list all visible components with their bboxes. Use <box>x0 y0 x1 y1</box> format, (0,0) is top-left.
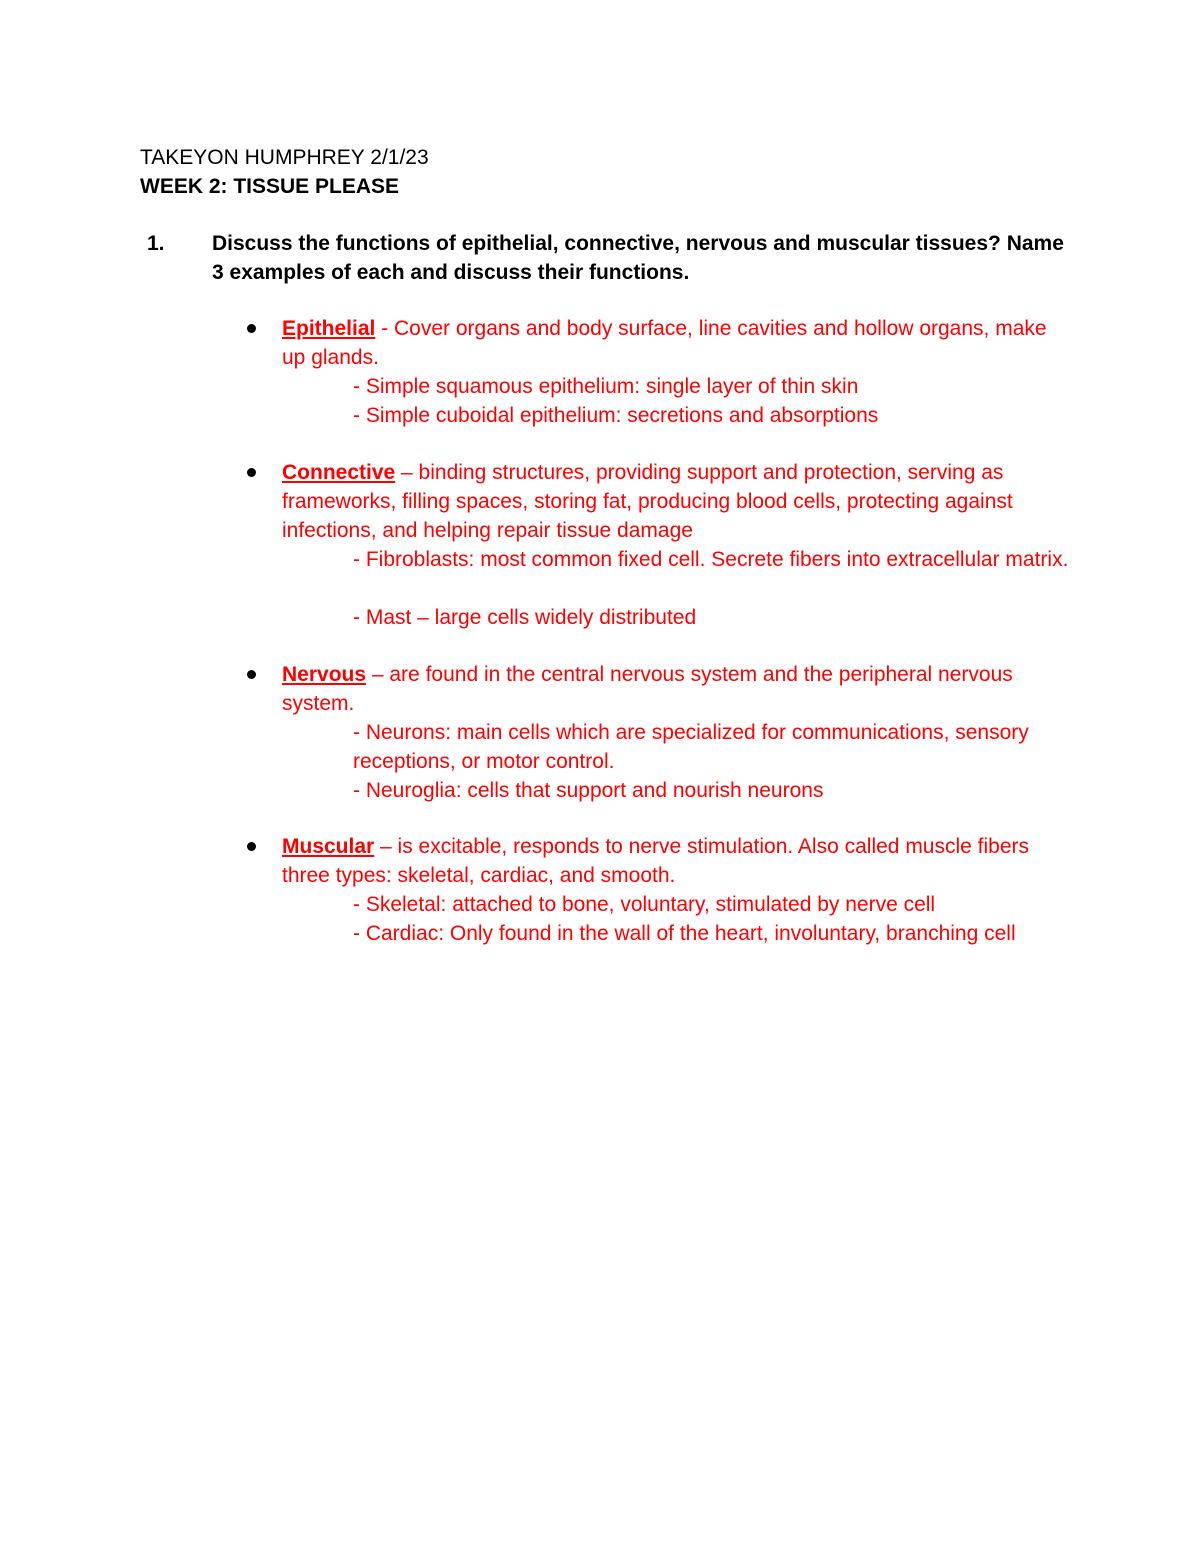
example-item: - Fibroblasts: most common fixed cell. Secrete fibers into extracellular matrix. <box>353 548 1069 571</box>
section-term: Nervous <box>282 663 367 686</box>
week-title: WEEK 2: TISSUE PLEASE <box>140 175 400 198</box>
bullet-icon <box>247 670 256 679</box>
section-term: Muscular <box>282 835 375 858</box>
question-1 <box>140 229 1080 287</box>
section-description: – binding structures, providing support and protection, serving as frameworks, filling spaces, storing fat, producing blood cells, protecting against infections, and helping repair tissue damage <box>282 461 1013 542</box>
section-description: - Cover organs and body surface, line cavities and hollow organs, make up glands. <box>282 317 1047 369</box>
example-item: - Neurons: main cells which are specialized for communications, sensory receptions, or motor control. <box>353 721 1029 773</box>
example-item: - Simple cuboidal epithelium: secretions and absorptions <box>353 404 879 427</box>
section-description: – is excitable, responds to nerve stimulation. Also called muscle fibers three types: skeletal, cardiac, and smooth. <box>282 835 1030 887</box>
section-paragraph <box>282 458 1072 545</box>
section-term: Epithelial <box>282 317 376 340</box>
section-paragraph <box>282 832 1072 890</box>
author-date-line: TAKEYON HUMPHREY 2/1/23 <box>140 146 429 169</box>
bullet-icon <box>247 842 256 851</box>
example-item: - Cardiac: Only found in the wall of the heart, involuntary, branching cell <box>353 922 1016 945</box>
section-paragraph <box>282 660 1072 718</box>
section-term: Connective <box>282 461 396 484</box>
section-description: – are found in the central nervous system and the peripheral nervous system. <box>282 663 1013 715</box>
example-item: - Skeletal: attached to bone, voluntary, stimulated by nerve cell <box>353 893 936 916</box>
bullet-icon <box>247 468 256 477</box>
document-header <box>140 143 429 201</box>
section-paragraph <box>282 314 1072 372</box>
example-item: - Neuroglia: cells that support and nourish neurons <box>353 779 824 802</box>
example-item: - Mast – large cells widely distributed <box>353 606 697 629</box>
bullet-icon <box>247 324 256 333</box>
question-text: Discuss the functions of epithelial, connective, nervous and muscular tissues? Name 3 examples of each and discuss their functions. <box>212 232 1064 284</box>
question-number: 1. <box>147 232 165 255</box>
example-item: - Simple squamous epithelium: single layer of thin skin <box>353 375 859 398</box>
